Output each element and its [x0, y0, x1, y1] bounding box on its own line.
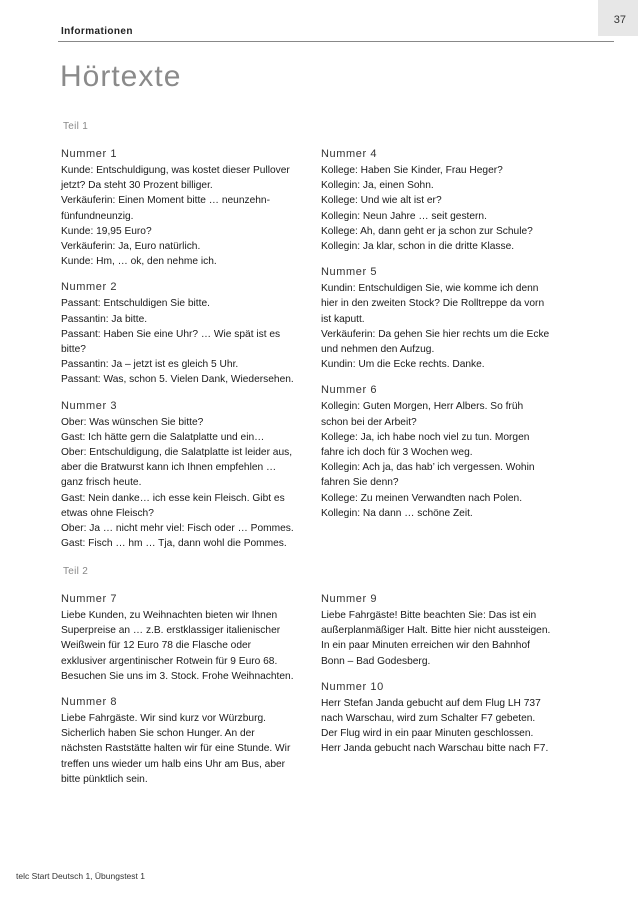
block-number: Nummer 4: [321, 148, 378, 160]
block-number: Nummer 7: [61, 593, 118, 605]
text-line: ganz frisch heute.: [61, 477, 142, 489]
block-number: Nummer 6: [321, 384, 378, 397]
text-line: außerplanmäßiger Halt. Bitte hier nicht aussteigen.: [321, 625, 551, 637]
text-line: Kollege: Ja, ich habe noch viel zu tun. Morgen: [321, 431, 530, 443]
text-line: Kollege: Zu meinen Verwandten nach Polen.: [321, 492, 523, 504]
text-block: [61, 695, 311, 787]
block-number: Nummer 1: [61, 148, 118, 160]
text-line: Kunde: Entschuldigung, was kostet dieser Pullover: [61, 165, 290, 176]
block-number: Nummer 2: [61, 281, 118, 294]
text-line: fünfundneunzig.: [61, 210, 134, 222]
text-line: exklusiver argentinischer Rotwein für 9 Euro 68.: [61, 655, 278, 667]
text-line: Der Flug wird in ein paar Minuten geschlossen.: [321, 728, 534, 740]
text-line: Ober: Entschuldigung, die Salatplatte ist leider aus,: [61, 447, 293, 459]
text-line: hier in den zweiten Stock? Die Rolltreppe da vorn: [321, 298, 545, 310]
text-line: bitte?: [61, 344, 86, 356]
text-block: [61, 147, 311, 269]
text-line: Sicherlich haben Sie schon Hunger. An der: [61, 728, 255, 740]
text-line: Kollegin: Guten Morgen, Herr Albers. So früh: [321, 401, 524, 413]
text-line: aber die Bratwurst kann ich Ihnen empfehlen …: [61, 462, 277, 474]
text-line: Herr Janda gebucht nach Warschau bitte nach F7.: [321, 743, 549, 755]
header-divider: [58, 41, 614, 42]
block-number: Nummer 5: [321, 266, 378, 279]
text-line: schon bei der Arbeit?: [321, 416, 417, 428]
page-number: 37: [613, 14, 626, 26]
text-line: Kollegin: Na dann … schöne Zeit.: [321, 507, 473, 519]
text-line: treffen uns wieder um halb eins Uhr am Bus, aber: [61, 758, 286, 770]
text-line: etwas ohne Fleisch?: [61, 507, 154, 519]
page-title: Hörtexte: [60, 60, 182, 93]
text-line: Herr Stefan Janda gebucht auf dem Flug LH 737: [321, 697, 541, 709]
block-number: Nummer 3: [61, 399, 118, 412]
text-line: Ober: Ja … nicht mehr viel: Fisch oder … Pommes.: [61, 523, 294, 535]
text-line: nächsten Raststätte halten wir für eine Stunde. Wir: [61, 743, 291, 755]
text-block: [321, 592, 571, 669]
teil-2-right-column: [321, 592, 571, 768]
text-line: Verkäuferin: Da gehen Sie hier rechts um die Ecke: [321, 328, 550, 340]
block-number: Nummer 9: [321, 593, 378, 605]
text-line: Besuchen Sie uns im 3. Stock. Frohe Weihnachten.: [61, 670, 294, 682]
text-line: Gast: Fisch … hm … Tja, dann wohl die Pommes.: [61, 538, 287, 550]
text-line: Kundin: Um die Ecke rechts. Danke.: [321, 359, 485, 371]
text-block: [61, 399, 311, 552]
text-line: fahren Sie denn?: [321, 477, 399, 489]
text-line: fahre ich doch für 3 Wochen weg.: [321, 447, 473, 459]
block-number: Nummer 8: [61, 696, 118, 709]
text-line: Kollege: Ah, dann geht er ja schon zur Schule?: [321, 225, 533, 237]
text-line: und nehmen den Aufzug.: [321, 344, 435, 356]
text-line: Verkäuferin: Einen Moment bitte … neunzehn-: [61, 195, 270, 207]
footer-text: telc Start Deutsch 1, Übungstest 1: [16, 871, 145, 881]
text-block: [61, 592, 311, 684]
text-line: Kunde: 19,95 Euro?: [61, 225, 152, 237]
text-line: Passant: Was, schon 5. Vielen Dank, Wiedersehen.: [61, 374, 294, 386]
text-line: Kollegin: Ja, einen Sohn.: [321, 180, 434, 192]
text-block: [321, 265, 571, 372]
text-line: Passant: Haben Sie eine Uhr? … Wie spät ist es: [61, 328, 281, 340]
text-line: Passantin: Ja – jetzt ist es gleich 5 Uhr.: [61, 359, 239, 371]
teil-1-right-column: [321, 147, 571, 532]
text-line: Liebe Fahrgäste! Bitte beachten Sie: Das ist ein: [321, 610, 537, 621]
text-line: Kollegin: Ja klar, schon in die dritte Klasse.: [321, 241, 515, 253]
text-line: Kollegin: Ach ja, das hab’ ich vergessen. Wohin: [321, 462, 535, 474]
teil-1-left-column: [61, 147, 311, 562]
text-line: Weißwein für 12 Euro 78 die Flasche oder: [61, 640, 252, 652]
text-line: Kollege: Und wie alt ist er?: [321, 195, 442, 207]
text-line: Passantin: Ja bitte.: [61, 313, 148, 325]
teil-2-label: Teil 2: [63, 566, 89, 577]
teil-2-left-column: [61, 592, 311, 798]
text-line: bitte pünktlich sein.: [61, 773, 148, 785]
text-line: Ober: Was wünschen Sie bitte?: [61, 416, 204, 428]
text-line: Verkäuferin: Ja, Euro natürlich.: [61, 241, 201, 253]
text-line: Passant: Entschuldigen Sie bitte.: [61, 298, 210, 310]
text-line: Bonn – Bad Godesberg.: [321, 655, 431, 667]
text-line: Kollege: Haben Sie Kinder, Frau Heger?: [321, 165, 503, 176]
text-line: Kundin: Entschuldigen Sie, wie komme ich denn: [321, 283, 539, 295]
text-line: Gast: Nein danke… ich esse kein Fleisch. Gibt es: [61, 492, 285, 504]
text-line: jetzt? Da steht 30 Prozent billiger.: [61, 180, 213, 192]
text-line: ist kaputt.: [321, 313, 365, 325]
block-number: Nummer 10: [321, 680, 384, 693]
text-block: [321, 680, 571, 757]
text-line: Kollegin: Neun Jahre … seit gestern.: [321, 210, 487, 222]
text-line: Superpreise an … z.B. erstklassiger italienischer: [61, 625, 281, 637]
text-line: Liebe Kunden, zu Weihnachten bieten wir Ihnen: [61, 610, 278, 621]
text-block: [61, 280, 311, 387]
text-line: Liebe Fahrgäste. Wir sind kurz vor Würzburg.: [61, 713, 266, 725]
text-line: nach Warschau, wird zum Schalter F7 gebeten.: [321, 713, 536, 725]
text-block: [321, 147, 571, 254]
text-line: Kunde: Hm, … ok, den nehme ich.: [61, 256, 217, 268]
teil-1-label: Teil 1: [63, 121, 89, 132]
section-label: Informationen: [61, 26, 133, 37]
text-block: [321, 383, 571, 521]
text-line: Gast: Ich hätte gern die Salatplatte und ein…: [61, 431, 265, 443]
text-line: In ein paar Minuten erreichen wir den Bahnhof: [321, 640, 530, 652]
